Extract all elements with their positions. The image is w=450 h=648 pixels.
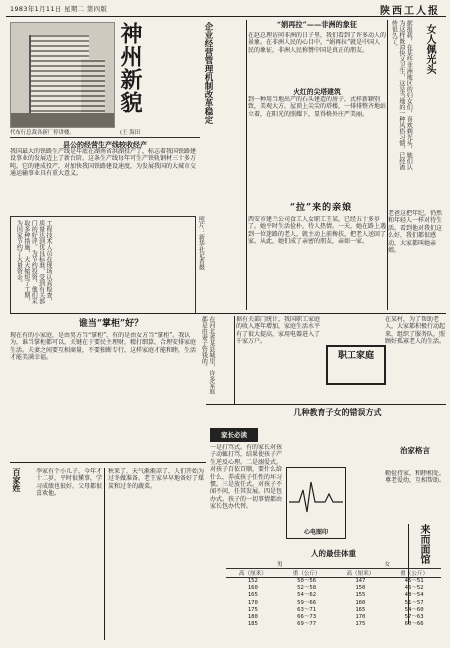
table-cell: 69～77 <box>297 621 317 628</box>
ecg-line-icon <box>287 468 345 524</box>
right-column-text: 据报载，在某些非洲地区的妇女们，喜欢剃光头，她们认为这样既凉快又卫生，这是当地的一种风俗习惯，已经流传很久了。 <box>390 20 413 170</box>
manager-vertical-column <box>200 316 234 400</box>
table-cell: 150 <box>355 585 366 592</box>
weight-table <box>226 560 441 642</box>
table-row <box>226 600 441 607</box>
table-cell: 54～60 <box>404 606 424 613</box>
manager-article-body <box>10 332 200 458</box>
manager-article-title: 谁当“掌柜”好？ <box>78 319 144 329</box>
column-rule <box>104 468 105 640</box>
bottom-left-headline <box>12 468 32 548</box>
family-motto-title-text: 治家格言 <box>400 446 430 455</box>
family-motto-body <box>385 470 445 520</box>
side-headline <box>203 22 231 128</box>
table-cell: 175 <box>355 621 366 628</box>
right-vertical-headline <box>423 24 445 134</box>
building-shape <box>29 35 89 115</box>
building-shape-side <box>81 59 105 115</box>
right-column <box>390 20 422 174</box>
table-cell: 185 <box>247 621 258 628</box>
building-photo <box>10 22 115 128</box>
africa-article-text: 在赵总理访问非洲的日子里，我们看到了许多动人的景象。在非洲人民的心目中，“娟再拉”就是中国人民的象征，非洲人民称赞中国是真正的朋友。 <box>248 32 386 54</box>
engineering-article-text: 工程技术人员在现场认真检查，质量达到优良标准，受到有关部门的好评。为节约投资，他们采取多种措施，大大缩短了工期，为国家节约了大量资金。 <box>15 220 53 304</box>
photo-credit-column <box>197 216 245 312</box>
table-cell: 180 <box>247 614 258 621</box>
family-right-text: 在某村，为了帮助老人，大家都积极行动起来，组织了服务队，照顾好孤寡老人的生活。 <box>385 316 445 346</box>
table-cell: 155 <box>355 592 366 599</box>
table-cell: 63～71 <box>297 606 317 613</box>
table-cell: 60～66 <box>404 621 424 628</box>
engineering-article-inner <box>15 220 191 310</box>
mother-article-title: “拉”来的亲娘 <box>289 203 353 213</box>
table-cell: 152 <box>247 578 258 584</box>
table-cell: 54～62 <box>297 592 317 599</box>
table-cell: 165 <box>247 592 258 599</box>
bottom-middle-body <box>108 468 204 638</box>
main-headline <box>117 22 199 126</box>
africa-article-title: “娟再拉”——非洲的象征 <box>276 20 358 29</box>
family-article-body <box>236 316 324 394</box>
photo-caption: 代布行总裁各新厂停讲楼。 <box>10 130 75 136</box>
side-headline-text: 企业经营管理机制改革稳定 <box>203 22 213 124</box>
article-subhead: 县公的经营生产线较收经产 <box>10 137 200 150</box>
column-header: 重（公斤） <box>280 569 334 578</box>
column-header: 高（厘米） <box>226 569 280 578</box>
table-cell: 45～51 <box>404 578 424 584</box>
table-cell: 59～66 <box>297 599 317 606</box>
ground-shape <box>11 113 114 127</box>
table-cell: 51～57 <box>404 599 424 606</box>
table-cell: 160 <box>247 585 258 592</box>
column-rule <box>234 316 235 404</box>
article-body <box>10 148 198 216</box>
engineering-article <box>10 216 196 314</box>
education-article-body <box>210 444 282 542</box>
table-cell: 160 <box>355 599 366 606</box>
right-vertical-headline-text: 女人佩光头 <box>424 24 435 74</box>
africa-article-body <box>248 32 386 84</box>
family-article-text: 据有关部门统计，我国职工家庭的收入逐年增加，家庭生活水平有了很大提高，家用电器进入了千家万户。 <box>236 316 321 346</box>
table-sex-row <box>226 560 441 569</box>
table-cell: 165 <box>355 606 366 613</box>
manager-article-text: 现在有的小家庭，是由男方当“掌柜”，有的是由女方当“掌柜”。我认为，谁当掌柜都可以，关键在于要民主理财，精打细算，合理安排家庭生活。夫妻之间要互相商量，不要独断专行，这样家庭才能和睦，生活才能美满幸福。 <box>10 332 197 362</box>
table-cell: 57～63 <box>404 614 424 621</box>
table-cell: 175 <box>247 606 258 613</box>
bottom-left-text: 李家有个小儿子，今年才十二岁，平时很懂事，学习成绩也很好，父母都很喜欢他。 <box>36 468 102 498</box>
parents-badge: 家长必读 <box>210 428 258 442</box>
family-section-logo <box>326 345 386 385</box>
table-row <box>226 585 441 592</box>
mother-article-body <box>248 216 386 306</box>
mother-article-text: 西安市建兰公司食工人女职工王某，已经五十多岁了。她平时生活俭朴，待人热情。一天，她在路上遇到一位迷路的老人，就主动上前搀扶，把老人送回了家。从此，她们成了亲密的朋友，亲如一家。 <box>248 216 386 246</box>
family-right-column <box>385 316 445 392</box>
section-rule <box>206 404 446 405</box>
masthead <box>6 2 446 17</box>
table-cell: 48～54 <box>404 592 424 599</box>
manager-vertical-text: 在河北省某县城里，许多家庭都是由妻子管钱的。 <box>200 316 215 394</box>
weight-table-grid <box>226 560 441 628</box>
bottom-left-headline-text: 百家姓 <box>12 468 22 492</box>
table-row <box>226 614 441 621</box>
newspaper-title: 陕西工人报 <box>380 6 440 17</box>
table-cell: 46～52 <box>404 585 424 592</box>
table-row <box>226 607 441 614</box>
section-rule <box>10 313 446 314</box>
education-article-text: 一是打骂式。有的家长对孩子动辄打骂，结果使孩子产生逆反心理。二是溺爱式。对孩子百依百顺，要什么给什么，养成孩子任性的坏习惯。三是放任式。对孩子不闻不问，任其发展。四是包办式。孩子的一切事情都由家长包办代替。 <box>210 444 282 511</box>
ecg-caption: 心电图印 <box>303 529 328 536</box>
issue-date: 1983年1月11日 星期二 第四版 <box>10 5 108 13</box>
photo-credit: (王 海田 <box>120 130 140 136</box>
table-cell: 50～56 <box>297 578 317 584</box>
bottom-middle-text: 秋来了，天气渐渐凉了，人们开始为过冬做准备。老王家早早地备好了煤炭和过冬的蔬菜。 <box>108 468 204 490</box>
table-cell: 170 <box>247 599 258 606</box>
column-header: 重（公斤） <box>387 569 441 578</box>
table-cell: 66～73 <box>297 614 317 621</box>
column-header: 高（厘米） <box>334 569 388 578</box>
table-cell: 170 <box>355 614 366 621</box>
table-row <box>226 578 441 586</box>
family-motto-title <box>400 445 440 461</box>
weight-table-title: 人的最佳体重 <box>311 549 356 558</box>
noodle-shop-title-text: 来而面馆 <box>418 524 429 564</box>
mother-article-right-text: 老爸这把年纪，仍然和年轻人一样对待生活。看到他对我们这么好，我们都很感动，大家都叫她亲娘。 <box>388 210 443 255</box>
headline-text: 神州新貌 <box>117 22 143 114</box>
article-text: 我国最大的铁路生产线是年底在湖南省洪湖投产了，标志着我国铁路建设事业的发展迈上了新台阶。这条生产线每年可生产铁轨钢材三十多万吨。它的建成投产，对加快我国铁路建设速度，为发展我国的大城市交通运输事业具有重大意义。 <box>10 148 197 178</box>
female-header: 女 <box>334 560 442 569</box>
table-row <box>226 621 441 628</box>
africa-article-text-2: 到一种用当地出产的石头建造的房子，式样新颖别致，美观大方，屋顶上尖尖的塔楼，一排排整齐地站立着，在阳光的照耀下，显得格外庄严美丽。 <box>248 96 386 118</box>
male-header: 男 <box>226 560 334 569</box>
section-rule <box>10 462 206 463</box>
table-cell: 147 <box>355 578 366 584</box>
family-section-logo-text: 职工家庭 <box>337 351 374 361</box>
africa-article-body-2 <box>248 96 386 174</box>
table-cell: 52～58 <box>297 585 317 592</box>
africa-article-subhead: 火红的尖塔建筑 <box>293 88 341 96</box>
bottom-left-body <box>36 468 102 638</box>
table-row <box>226 592 441 599</box>
education-article-title: 几种教育子女的错误方式 <box>293 407 382 417</box>
ecg-cartoon <box>286 467 346 539</box>
column-rule <box>246 20 247 310</box>
table-body <box>226 578 441 629</box>
table-header-row <box>226 569 441 578</box>
family-motto-text: 勤俭持家，和睦相处，尊老爱幼，互相帮助。 <box>385 470 445 485</box>
photo-credit-text: 照片：新华社记者摄 <box>197 216 205 270</box>
mother-article-right <box>388 210 446 310</box>
